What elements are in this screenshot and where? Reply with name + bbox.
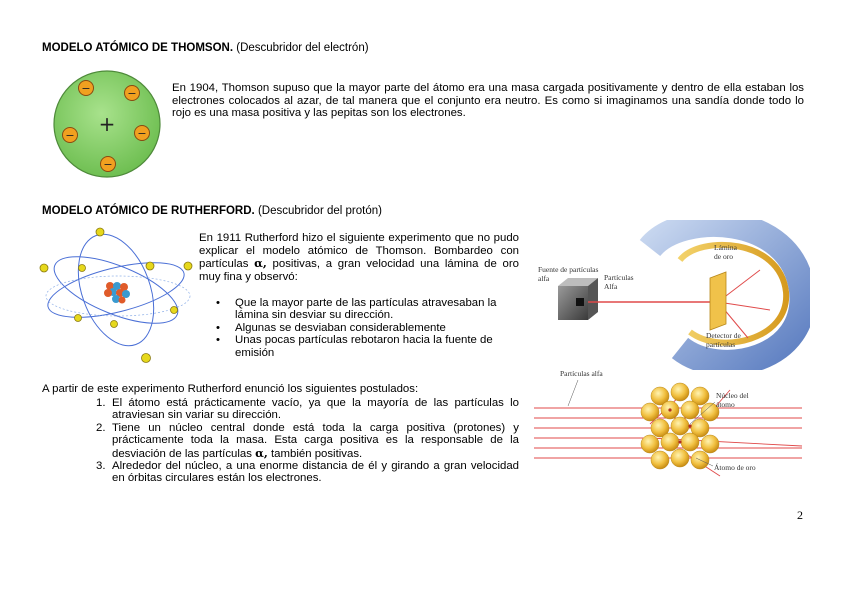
- rutherford-title: MODELO ATÓMICO DE RUTHERFORD.: [42, 205, 255, 217]
- electron: [125, 86, 140, 101]
- thomson-heading: [42, 42, 369, 54]
- svg-text:alfa: alfa: [538, 274, 550, 283]
- list-item: • Que la mayor parte de las partículas atravesaban la lámina sin desviar su dirección.: [216, 297, 519, 322]
- detector-label: Detector de: [706, 331, 741, 340]
- alpha-source-box: [558, 278, 598, 320]
- alpha-scattering-diagram: [530, 366, 810, 486]
- thomson-title: MODELO ATÓMICO DE THOMSON.: [42, 42, 234, 54]
- svg-text:de oro: de oro: [714, 252, 733, 261]
- electron: [79, 81, 94, 96]
- rutherford-atom-diagram: [38, 224, 198, 364]
- nucleus: [104, 282, 130, 304]
- list-item: 2. Tiene un núcleo central donde está toda la carga positiva (protones) y prácticamente toda la masa. Esta carga positiva es la responsable de la desviación de las partículas α, también positivas.: [96, 421, 519, 460]
- thomson-atom-diagram: [50, 69, 165, 179]
- electron: [63, 128, 78, 143]
- svg-text:Alfa: Alfa: [604, 282, 618, 291]
- svg-text:átomo: átomo: [716, 400, 735, 409]
- svg-text:−: −: [103, 158, 113, 171]
- foil-label: Lámina: [714, 243, 737, 252]
- gold-atom-label: Átomo de oro: [714, 463, 756, 472]
- gold-atoms: [641, 383, 719, 469]
- alpha-particles-label: Partículas alfa: [560, 369, 603, 378]
- list-item: 3. Alrededor del núcleo, a una enorme distancia de él y girando a gran velocidad en órbitas circulares están los electrones.: [96, 460, 519, 485]
- rutherford-subtitle: (Descubridor del protón): [257, 205, 382, 217]
- electron: [101, 157, 116, 172]
- list-item: 1. El átomo está prácticamente vacío, ya que la mayoría de las partículas lo atraviesan sin variar su dirección.: [96, 397, 519, 422]
- list-item: • Unas pocas partículas rebotaron hacia la fuente de emisión: [216, 334, 519, 359]
- svg-text:−: −: [137, 127, 147, 140]
- gold-foil: [710, 272, 726, 330]
- svg-text:partículas: partículas: [706, 340, 736, 349]
- positive-sign: +: [98, 112, 116, 136]
- svg-text:−: −: [127, 87, 137, 100]
- alpha-symbol: α,: [255, 445, 268, 460]
- gold-foil-experiment-diagram: [530, 220, 810, 370]
- particles-label: Partículas: [604, 273, 634, 282]
- svg-text:−: −: [81, 82, 91, 95]
- rutherford-intro: En 1911 Rutherford hizo el siguiente experimento que no pudo explicar el modelo atómico de Thomson. Bombardeo con partículas α, positivas, a gran velocidad una lámina de oro muy fina y observó:: [199, 232, 519, 283]
- nucleus-label: Núcleo del: [716, 391, 749, 400]
- rutherford-heading: [42, 205, 382, 217]
- thomson-paragraph: En 1904, Thomson supuso que la mayor parte del átomo era una masa cargada positivamente y dentro de ella estaban los electrones colocados al azar, de tal manera que el conjunto era neutro. Es como si imaginamos una sandía donde todo lo rojo es una masa positiva y las pepitas son los electrones.: [172, 82, 804, 120]
- thomson-subtitle: (Descubridor del electrón): [236, 42, 369, 54]
- svg-text:−: −: [65, 129, 75, 142]
- page-number: 2: [797, 508, 803, 522]
- electron: [135, 126, 150, 141]
- list-item: • Algunas se desviaban considerablemente: [216, 322, 519, 334]
- postulates-intro: A partir de este experimento Rutherford enunció los siguientes postulados:: [42, 383, 419, 395]
- postulates-list: [96, 397, 519, 485]
- alpha-symbol: α,: [254, 256, 267, 271]
- source-label: Fuente de partículas: [538, 265, 599, 274]
- observations-list: [216, 297, 519, 359]
